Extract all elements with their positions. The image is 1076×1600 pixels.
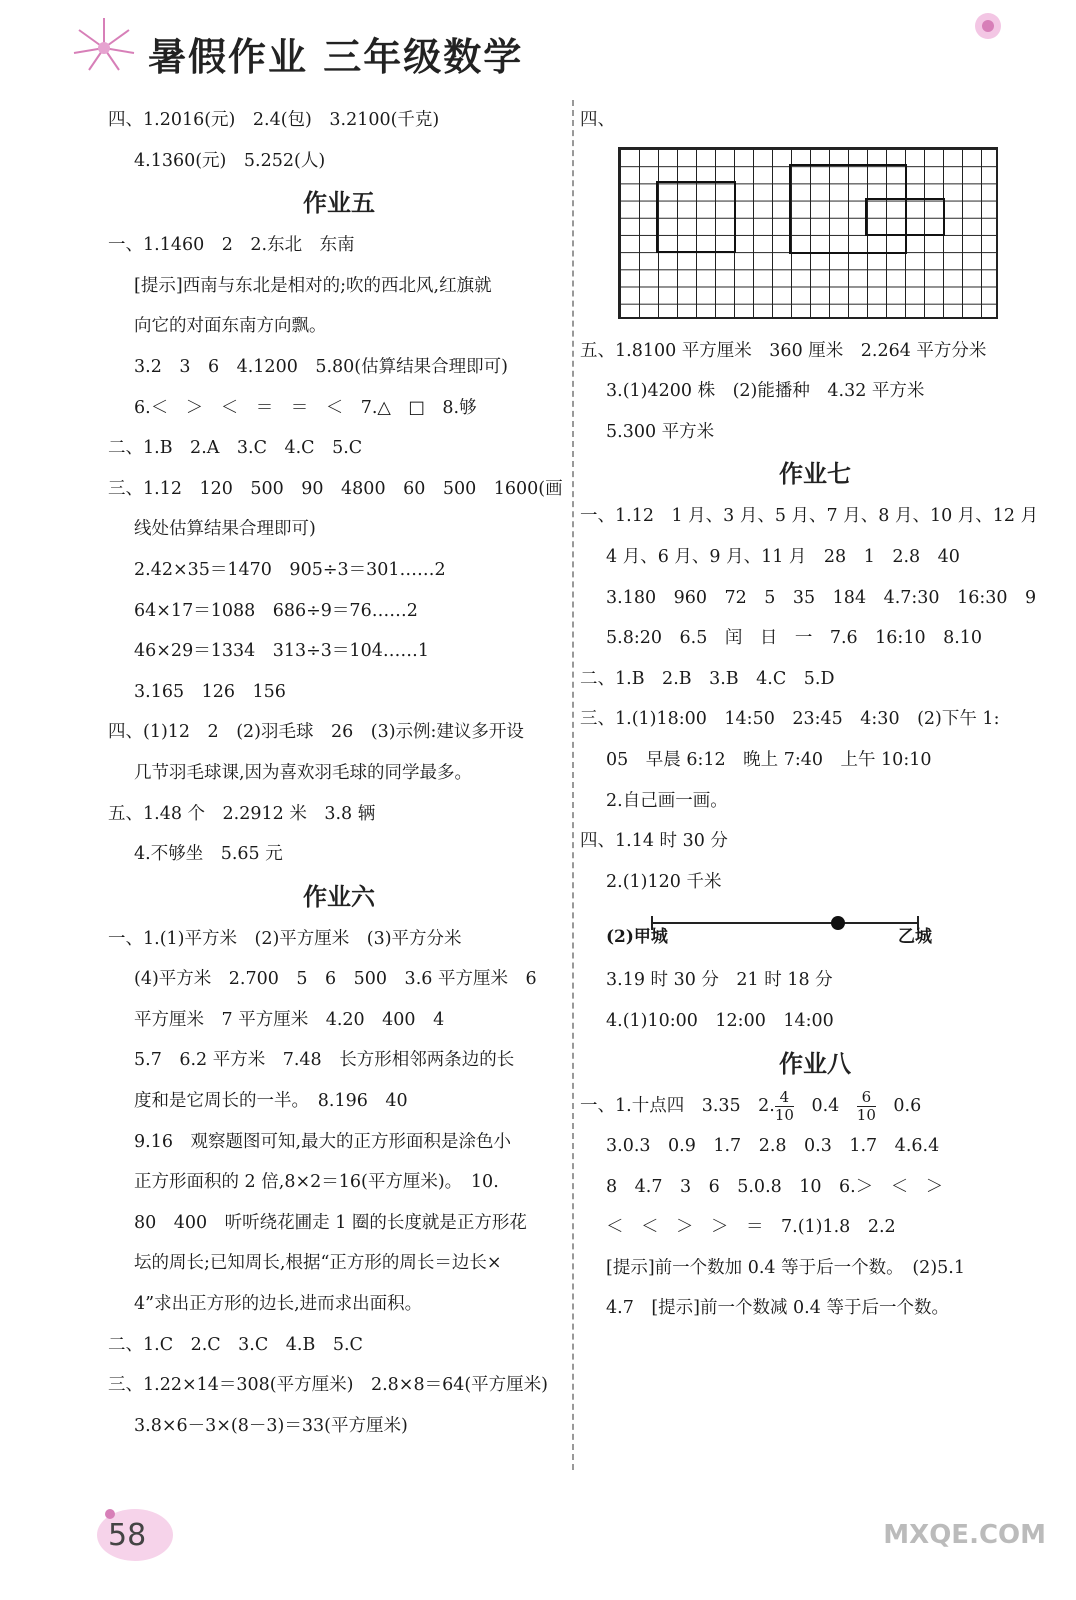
- answer-line: 05 早晨 6:12 晚上 7:40 上午 10:10: [606, 749, 932, 770]
- answer-line: (4)平方米 2.700 5 6 500 3.6 平方厘米 6: [134, 969, 537, 990]
- hint-line: [提示]西南与东北是相对的;吹的西北风,红旗就: [134, 275, 492, 296]
- answer-line: 二、1.B 2.B 3.B 4.C 5.D: [580, 668, 835, 689]
- fraction: $\frac{6}{10}$: [856, 1087, 876, 1124]
- answer-line: 9.16 观察题图可知,最大的正方形面积是涂色小: [134, 1131, 512, 1152]
- answer-line: 五、1.8100 平方厘米 360 厘米 2.264 平方分米: [580, 340, 987, 361]
- section-title: 作业六: [303, 882, 375, 911]
- answer-line: 2.(1)120 千米: [606, 871, 722, 892]
- answer-line: 几节羽毛球课,因为喜欢羽毛球的同学最多。: [134, 762, 473, 783]
- answer-line: 一、1.12 1 月、3 月、5 月、7 月、8 月、10 月、12 月: [580, 506, 1039, 527]
- hint-line: 4.7 [提示]前一个数减 0.4 等于后一个数。: [606, 1298, 949, 1319]
- answer-line: 3.2 3 6 4.1200 5.80(估算结果合理即可): [134, 356, 508, 377]
- answer-line: 6.＜ ＞ ＜ ＝ ＝ ＜ 7.△ □ 8.够: [134, 397, 477, 418]
- answer-line: 四、1.2016(元) 2.4(包) 3.2100(千克): [108, 110, 440, 130]
- square-grid-figure: [618, 147, 998, 319]
- city-yi-label: 乙城: [898, 927, 932, 948]
- drawn-square: [656, 181, 736, 253]
- answer-line: 四、(1)12 2 (2)羽毛球 26 (3)示例:建议多开设: [108, 722, 524, 743]
- answer-line: 三、1.12 120 500 90 4800 60 500 1600(画: [108, 478, 563, 499]
- answer-line: 2.42×35＝1470 905÷3＝301……2: [134, 559, 446, 580]
- answer-line: 80 400 听听绕花圃走 1 圈的长度就是正方形花: [134, 1212, 527, 1233]
- flower-decoration-icon: [64, 8, 144, 78]
- answer-line: 度和是它周长的一半。 8.196 40: [134, 1091, 408, 1112]
- answer-line: 5.8:20 6.5 闰 日 一 7.6 16:10 8.10: [606, 628, 983, 649]
- answer-line: 一、1.十点四 3.35 2. $\frac{4}{10}$ 0.4 $\frac{6}{10}$ 0.6: [580, 1087, 922, 1124]
- section-title: 作业五: [303, 189, 375, 218]
- answer-line: 线处估算结果合理即可): [134, 519, 316, 540]
- section-title: 作业八: [779, 1049, 851, 1078]
- answer-line: 4.1360(元) 5.252(人): [134, 150, 326, 171]
- answer-line: 3.(1)4200 株 (2)能播种 4.32 平方米: [606, 381, 925, 402]
- fraction: $\frac{4}{10}$: [774, 1087, 794, 1124]
- flower-decoration-icon: [968, 6, 1008, 46]
- answer-line: 64×17＝1088 686÷9＝76……2: [134, 600, 418, 621]
- answer-line: 4”求出正方形的边长,进而求出面积。: [134, 1294, 423, 1315]
- answer-line: 3.180 960 72 5 35 184 4.7:30 16:30 9: [606, 587, 1037, 608]
- drawn-rectangle: [865, 198, 945, 236]
- answer-line: 二、1.B 2.A 3.C 4.C 5.C: [108, 438, 363, 459]
- answer-line: ＜ ＜ ＞ ＞ ＝ 7.(1)1.8 2.2: [606, 1217, 896, 1238]
- left-column: [108, 100, 570, 1446]
- distance-line: [650, 908, 920, 938]
- answer-line: 3.165 126 156: [134, 681, 286, 702]
- section-title: 作业七: [779, 460, 851, 489]
- answer-line: 四、1.14 时 30 分: [580, 831, 728, 852]
- column-divider: [572, 100, 574, 1470]
- answer-line: 3.0.3 0.9 1.7 2.8 0.3 1.7 4.6.4: [606, 1136, 940, 1157]
- page-title: 暑假作业 三年级数学: [148, 35, 524, 79]
- answer-line: 五、1.48 个 2.2912 米 3.8 辆: [108, 803, 376, 824]
- answer-line: 一、1.1460 2 2.东北 东南: [108, 235, 355, 256]
- answer-line: 4.(1)10:00 12:00 14:00: [606, 1010, 834, 1031]
- answer-line: 二、1.C 2.C 3.C 4.B 5.C: [108, 1334, 363, 1355]
- city-jia-label: (2)甲城: [606, 927, 668, 948]
- answer-line: 4 月、6 月、9 月、11 月 28 1 2.8 40: [606, 546, 960, 567]
- answer-line: 三、1.22×14＝308(平方厘米) 2.8×8＝64(平方厘米): [108, 1375, 549, 1396]
- hint-line: [提示]前一个数加 0.4 等于后一个数。 (2)5.1: [606, 1257, 965, 1278]
- answer-line: 46×29＝1334 313÷3＝104……1: [134, 641, 429, 662]
- watermark: MXQE.COM: [883, 1520, 1046, 1550]
- answer-line: 3.19 时 30 分 21 时 18 分: [606, 970, 833, 991]
- answer-line: 3.8×6－3×(8－3)＝33(平方厘米): [134, 1415, 408, 1436]
- answer-line: 四、: [580, 110, 615, 130]
- answer-line: 一、1.(1)平方米 (2)平方厘米 (3)平方分米: [108, 928, 462, 949]
- answer-line: 5.300 平方米: [606, 421, 715, 442]
- page-number: 58: [108, 1518, 147, 1553]
- answer-line: 坛的周长;已知周长,根据“正方形的周长＝边长×: [134, 1253, 502, 1274]
- hint-line: 向它的对面东南方向飘。: [134, 316, 327, 337]
- answer-line: 4.不够坐 5.65 元: [134, 844, 283, 865]
- distance-diagram: [580, 902, 1050, 960]
- page-header: [0, 0, 1076, 90]
- answer-line: 平方厘米 7 平方厘米 4.20 400 4: [134, 1009, 445, 1030]
- answer-line: 正方形面积的 2 倍,8×2＝16(平方厘米)。 10.: [134, 1172, 499, 1193]
- right-column: [580, 100, 1050, 1329]
- answer-line: 5.7 6.2 平方米 7.48 长方形相邻两条边的长: [134, 1050, 515, 1071]
- answer-line: 2.自己画一画。: [606, 790, 728, 811]
- answer-line: 8 4.7 3 6 5.0.8 10 6.＞ ＜ ＞: [606, 1176, 944, 1197]
- answer-line: 三、1.(1)18:00 14:50 23:45 4:30 (2)下午 1:: [580, 709, 1000, 730]
